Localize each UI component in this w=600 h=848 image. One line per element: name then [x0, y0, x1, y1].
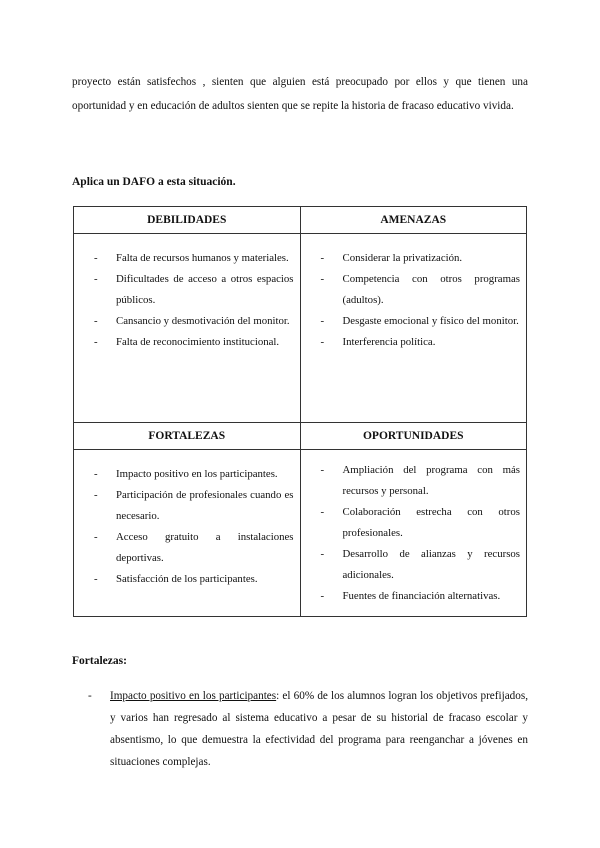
- fortalezas-list: [74, 450, 300, 598]
- amenazas-header: AMENAZAS: [300, 207, 527, 234]
- list-item: - Interferencia política.: [321, 332, 521, 353]
- fortalezas-header: FORTALEZAS: [74, 423, 301, 450]
- item-text: : el 60% de los alumnos logran los objetivos prefijados, y varios han regresado al sistema educativo a pesar de su historial de fracaso escolar y absentismo, lo que demuestra la efectividad del programa para reenganchar a jóvenes en situaciones complejas.: [110, 690, 529, 768]
- dafo-table: [73, 206, 527, 617]
- list-item: - Participación de profesionales cuando es necesario.: [94, 485, 294, 527]
- list-item: - Considerar la privatización.: [321, 248, 521, 269]
- bullet-dash: -: [88, 690, 92, 702]
- amenazas-cell: [300, 234, 527, 423]
- amenazas-list: [301, 234, 527, 361]
- list-item: - Satisfacción de los participantes.: [94, 569, 294, 590]
- list-item: - Acceso gratuito a instalaciones deportivas.: [94, 527, 294, 569]
- intro-paragraph: proyecto están satisfechos , sienten que alguien está preocupado por ellos y que tienen una oportunidad y en educación de adultos sienten que se repite la historia de fracaso educativo vivida.: [72, 76, 528, 112]
- list-item: - Impacto positivo en los participantes.: [94, 464, 294, 485]
- list-item: - Colaboración estrecha con otros profesionales.: [321, 502, 521, 544]
- debilidades-cell: [74, 234, 301, 423]
- list-item: - Falta de recursos humanos y materiales.: [94, 248, 294, 269]
- debilidades-header: DEBILIDADES: [74, 207, 301, 234]
- item-label: Impacto positivo en los participantes: [110, 690, 277, 702]
- fortalezas-cell: [74, 450, 301, 617]
- list-item: - Ampliación del programa con más recursos y personal.: [321, 460, 521, 502]
- fortalezas-section-heading: Fortalezas:: [72, 655, 127, 667]
- debilidades-list: [74, 234, 300, 361]
- oportunidades-header: OPORTUNIDADES: [300, 423, 527, 450]
- list-item: - Fuentes de financiación alternativas.: [321, 586, 521, 607]
- oportunidades-list: [301, 450, 527, 615]
- fortalezas-section-item: [90, 685, 528, 773]
- dafo-heading: Aplica un DAFO a esta situación.: [72, 176, 236, 188]
- oportunidades-cell: [300, 450, 527, 617]
- list-item: - Desgaste emocional y físico del monitor.: [321, 311, 521, 332]
- list-item: - Dificultades de acceso a otros espacios públicos.: [94, 269, 294, 311]
- item-body: [90, 685, 528, 773]
- list-item: - Cansancio y desmotivación del monitor.: [94, 311, 294, 332]
- list-item: - Competencia con otros programas (adultos).: [321, 269, 521, 311]
- list-item: - Desarrollo de alianzas y recursos adicionales.: [321, 544, 521, 586]
- list-item: - Falta de reconocimiento institucional.: [94, 332, 294, 353]
